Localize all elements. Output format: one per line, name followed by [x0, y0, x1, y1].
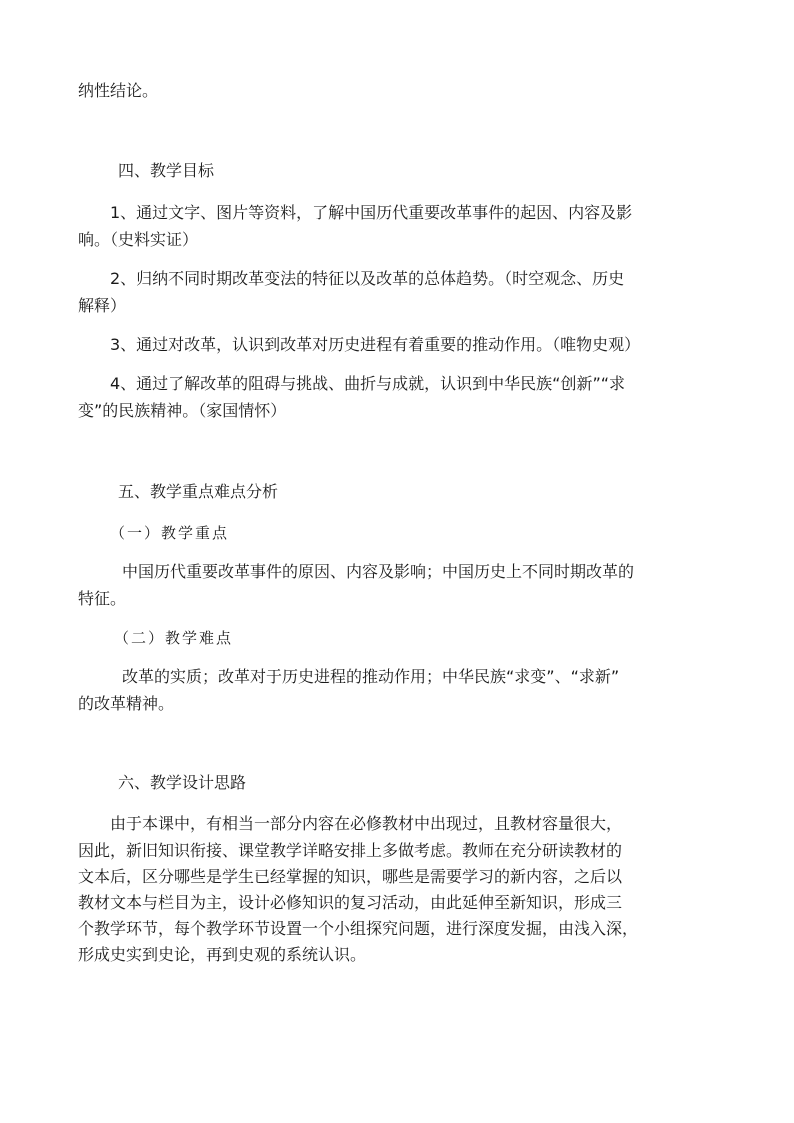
intro-tail-text: 纳性结论。	[78, 81, 159, 100]
design-line-4: 教材文本与栏目为主，设计必修知识的复习活动，由此延伸至新知识，形成三	[78, 893, 623, 912]
design-line-5: 个教学环节，每个教学环节设置一个小组探究问题，进行深度发掘，由浅入深，	[78, 919, 639, 938]
section-5-title: 五、教学重点难点分析	[118, 482, 279, 501]
difficult-points-label: （二）教学难点	[114, 629, 234, 647]
design-line-6: 形成史实到史论，再到史观的系统认识。	[78, 945, 367, 964]
difficult-points-line-2: 的改革精神。	[78, 694, 175, 713]
objective-1-line-2: 响。（史料实证）	[78, 230, 199, 249]
difficult-points-line-1: 改革的实质；改革对于历史进程的推动作用；中华民族“求变”、“求新”	[122, 667, 620, 686]
design-line-2: 因此，新旧知识衔接、课堂教学详略安排上多做考虑。教师在充分研读教材的	[78, 841, 623, 860]
key-points-line-1: 中国历代重要改革事件的原因、内容及影响；中国历史上不同时期改革的	[122, 562, 635, 581]
design-line-3: 文本后，区分哪些是学生已经掌握的知识，哪些是需要学习的新内容，之后以	[78, 867, 623, 886]
section-4-title: 四、教学目标	[118, 161, 215, 180]
objective-1-line-1: 1、通过文字、图片等资料，了解中国历代重要改革事件的起因、内容及影	[110, 203, 633, 222]
key-points-label: （一）教学重点	[110, 524, 230, 542]
design-line-1: 由于本课中，有相当一部分内容在必修教材中出现过，且教材容量很大，	[110, 814, 623, 833]
objective-3-line-1: 3、通过对改革，认识到改革对历史进程有着重要的推动作用。（唯物史观）	[110, 335, 641, 354]
objective-4-line-2: 变”的民族精神。（家国情怀）	[78, 401, 287, 420]
key-points-line-2: 特征。	[78, 589, 127, 608]
objective-2-line-2: 解释）	[78, 296, 127, 315]
objective-4-line-1: 4、通过了解改革的阻碍与挑战、曲折与成就，认识到中华民族“创新”“求	[110, 374, 626, 393]
objective-2-line-1: 2、归纳不同时期改革变法的特征以及改革的总体趋势。（时空观念、历史	[110, 269, 625, 288]
section-6-title: 六、教学设计思路	[118, 773, 247, 792]
